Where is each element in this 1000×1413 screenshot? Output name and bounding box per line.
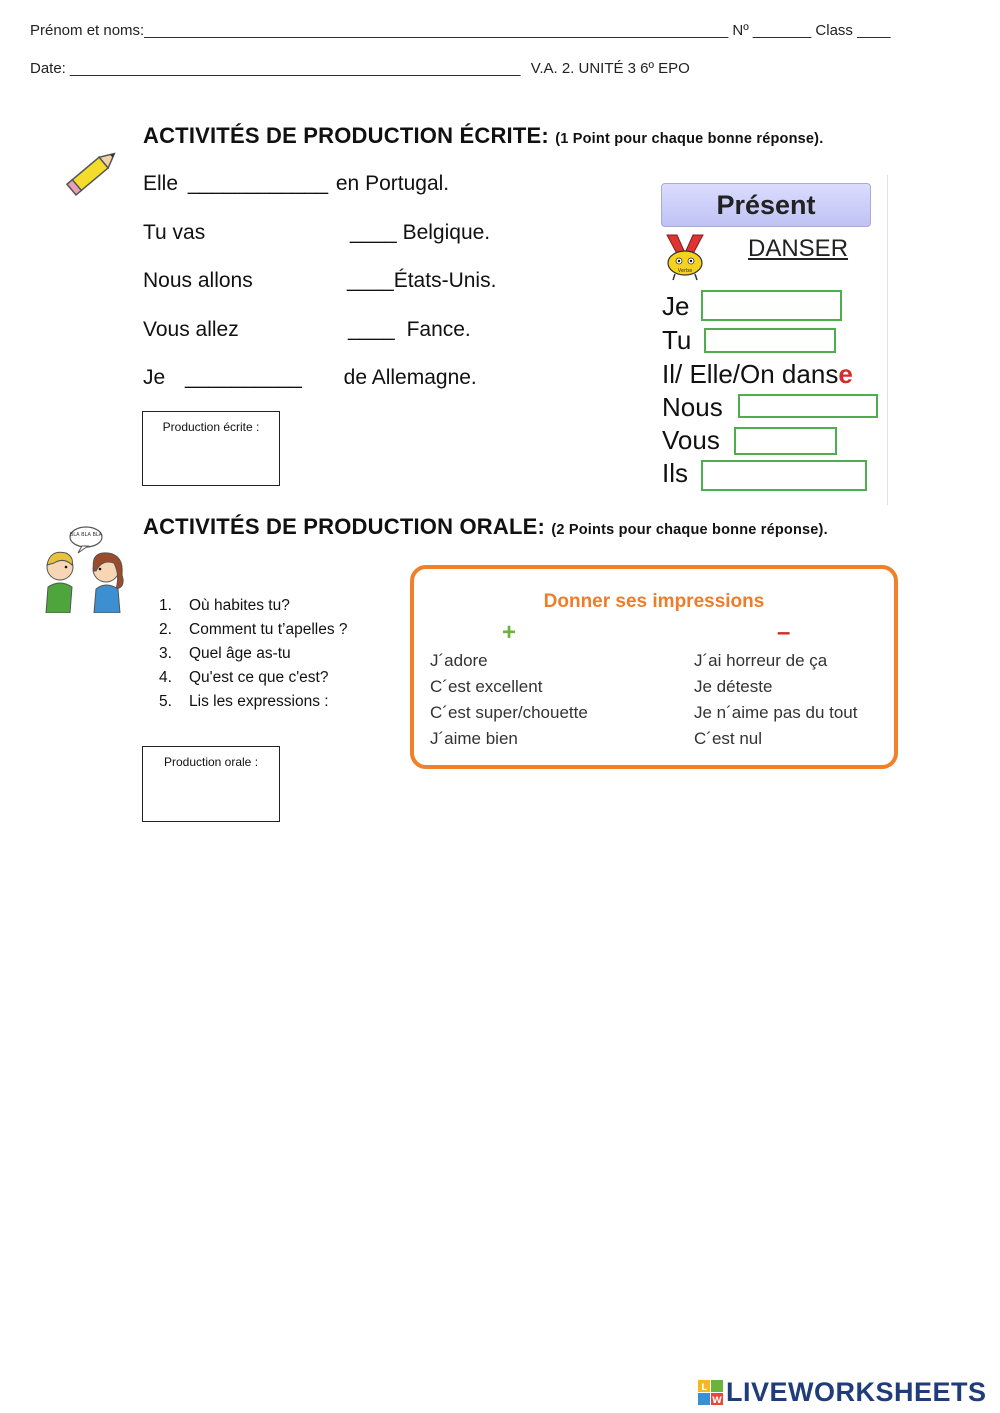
written-title	[143, 123, 823, 149]
oral-title-text: ACTIVITÉS DE PRODUCTION ORALE:	[143, 514, 546, 539]
line-blank[interactable]: ____________	[187, 172, 329, 195]
line-blank[interactable]: __________	[185, 366, 302, 389]
liveworksheets-brand[interactable]: LIVEWORKSHEETS	[726, 1377, 987, 1407]
answer-input-nous[interactable]	[740, 396, 876, 416]
answer-input-ils[interactable]	[703, 462, 865, 489]
written-line-4	[143, 318, 239, 342]
speech-bubble-text: BLA BLA BLA	[69, 532, 103, 538]
minus-sign: –	[777, 619, 791, 646]
line-subject: Elle	[143, 172, 179, 195]
present-banner: Présent	[661, 183, 871, 227]
class-label: Class	[815, 22, 853, 39]
positive-expression: J´adore	[430, 651, 488, 670]
date-row	[30, 60, 690, 77]
line-subject: Nous allons	[143, 269, 253, 292]
date-label: Date:	[30, 60, 66, 77]
pronoun-je: Je	[662, 291, 690, 321]
number-line[interactable]: _______	[752, 22, 812, 39]
impressions-box	[410, 565, 898, 769]
pronoun-ils: Ils	[662, 458, 688, 488]
liveworksheets-logo-icon	[698, 1380, 724, 1406]
written-score-box[interactable]	[142, 411, 280, 486]
line-complement: en Portugal.	[335, 172, 450, 195]
answer-input-vous[interactable]	[736, 429, 835, 453]
oral-score-box[interactable]	[142, 746, 280, 822]
pronoun-tu: Tu	[662, 325, 692, 355]
negative-expression: J´ai horreur de ça	[694, 651, 828, 670]
answer-box-ils[interactable]	[701, 460, 867, 491]
positive-expression: C´est super/chouette	[430, 703, 588, 722]
written-line-4-answer	[348, 318, 471, 342]
oral-score-label: Production orale :	[163, 755, 259, 769]
ending-highlight: e	[838, 359, 853, 389]
negative-expression: C´est nul	[694, 729, 763, 748]
verb-badge: Verbe	[677, 268, 693, 274]
talking-kids-icon	[40, 525, 130, 613]
positive-expression: J´aime bien	[430, 729, 518, 748]
name-row	[30, 22, 890, 39]
pencil-icon	[66, 140, 126, 198]
date-line[interactable]: ______________________________________________________	[70, 60, 521, 77]
pronoun-nous: Nous	[662, 392, 723, 422]
impressions-title: Donner ses impressions	[543, 591, 765, 612]
question-number: 1.	[159, 597, 172, 614]
line-subject: Vous allez	[143, 318, 239, 341]
line-complement: Belgique.	[402, 221, 491, 244]
line-blank[interactable]: ____	[350, 221, 397, 244]
unit-info: V.A. 2. UNITÉ 3 6º EPO	[530, 60, 690, 77]
line-subject: Je	[143, 366, 166, 389]
question-item	[159, 621, 348, 639]
question-text: Quel âge as-tu	[189, 645, 291, 662]
written-title-text: ACTIVITÉS DE PRODUCTION ÉCRITE:	[143, 123, 549, 148]
question-number: 4.	[159, 669, 172, 686]
answer-box-vous[interactable]	[734, 427, 837, 455]
question-item	[159, 645, 291, 663]
line-blank[interactable]: ____	[347, 269, 394, 292]
class-line[interactable]: ____	[857, 22, 891, 39]
question-item	[159, 597, 290, 615]
question-text: Comment tu t’apelles ?	[189, 621, 348, 638]
logo-letter: W	[712, 1396, 722, 1406]
answer-input-je[interactable]	[703, 292, 840, 319]
question-text: Où habites tu?	[189, 597, 290, 614]
present-conjugation-card	[655, 175, 888, 505]
question-number: 2.	[159, 621, 172, 638]
written-line-2	[143, 221, 205, 245]
plus-sign: +	[502, 619, 517, 646]
question-number: 5.	[159, 693, 172, 710]
written-line-3-answer	[347, 269, 496, 293]
question-item	[159, 693, 329, 711]
name-line[interactable]: ______________________________________________________________________	[144, 22, 729, 39]
negative-expression: Je n´aime pas du tout	[694, 703, 858, 722]
question-text: Lis les expressions :	[189, 693, 329, 710]
negative-expression: Je déteste	[694, 677, 773, 696]
answer-box-je[interactable]	[701, 290, 842, 321]
line-subject: Tu vas	[143, 221, 206, 244]
pronoun-il-elle-on	[662, 359, 853, 390]
question-number: 3.	[159, 645, 172, 662]
written-score-label: Production écrite :	[162, 420, 260, 434]
line-complement: États-Unis.	[393, 269, 497, 292]
oral-title	[143, 514, 828, 540]
logo-letter: L	[701, 1383, 707, 1393]
written-line-1	[143, 172, 449, 196]
name-label: Prénom et noms:	[30, 22, 145, 39]
answer-input-tu[interactable]	[706, 330, 834, 351]
answer-box-tu[interactable]	[704, 328, 836, 353]
line-complement: Fance.	[406, 318, 471, 341]
verb-infinitive: DANSER	[748, 235, 849, 262]
line-complement: de Allemagne.	[343, 366, 477, 389]
pronoun-vous: Vous	[662, 425, 720, 455]
written-subtitle: (1 Point pour chaque bonne réponse).	[555, 131, 824, 147]
oral-subtitle: (2 Points pour chaque bonne réponse).	[551, 522, 828, 538]
pronoun-il-elle-on-text: Il/ Elle/On dans	[662, 359, 839, 389]
written-line-3	[143, 269, 253, 293]
number-label: Nº	[732, 22, 749, 39]
written-line-5	[143, 366, 477, 390]
line-blank[interactable]: ____	[348, 318, 395, 341]
answer-box-nous[interactable]	[738, 394, 878, 418]
question-text: Qu'est ce que c'est?	[189, 669, 329, 686]
verb-mascot-icon	[663, 231, 707, 281]
written-line-2-answer	[350, 221, 490, 245]
positive-expression: C´est excellent	[430, 677, 543, 696]
question-item	[159, 669, 328, 687]
